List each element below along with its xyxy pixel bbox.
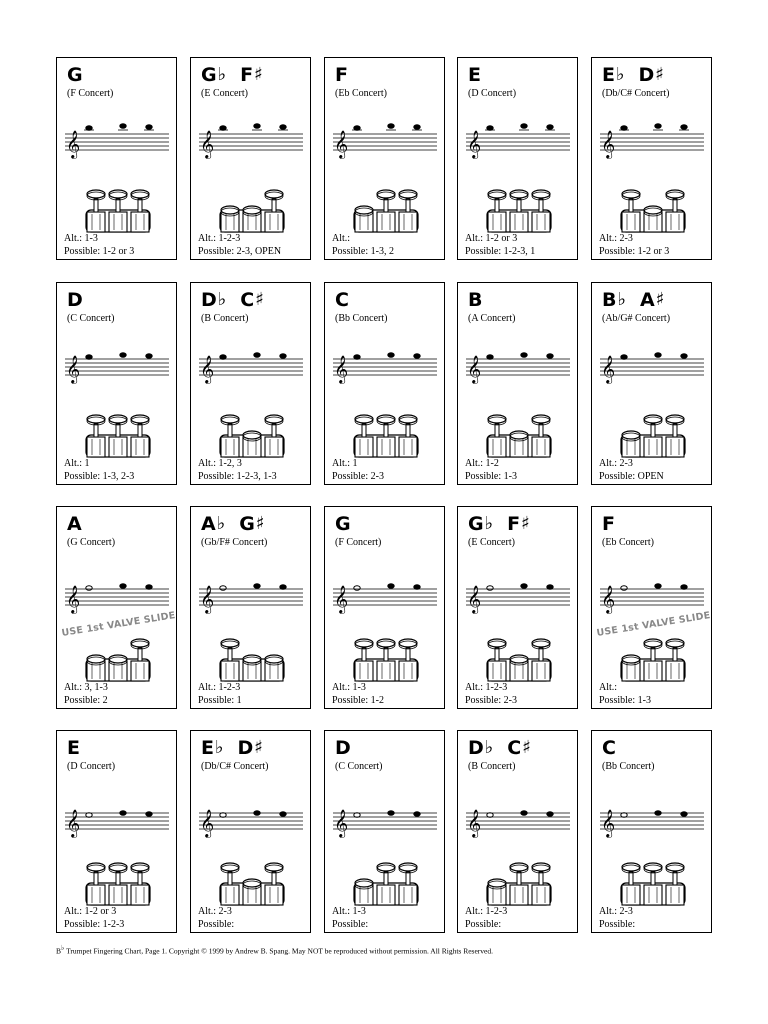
treble-clef-icon: 𝄞 <box>200 585 215 613</box>
concert-pitch-label: (D Concert) <box>67 761 116 772</box>
enharmonic-accidental: ♯ <box>522 737 531 758</box>
note-head-icon <box>681 585 687 590</box>
note-letter: D <box>335 737 351 759</box>
possible-fingering: Possible: 1 <box>198 695 242 706</box>
valve-diagram <box>217 861 287 907</box>
fingering-card <box>56 282 177 485</box>
music-staff <box>333 783 441 845</box>
possible-fingering: Possible: 1-2-3, 1 <box>465 246 536 257</box>
valve-diagram <box>83 188 153 234</box>
music-staff <box>466 110 574 172</box>
note-head-icon <box>146 812 152 817</box>
note-accidental: ♭ <box>216 513 226 534</box>
valves-icon <box>217 637 287 683</box>
enharmonic-letter: F <box>240 64 254 86</box>
treble-clef-icon: 𝄞 <box>467 130 482 158</box>
note-letter: C <box>602 737 616 759</box>
treble-clef-icon: 𝄞 <box>601 585 616 613</box>
note-head-icon <box>86 586 92 591</box>
valve-slide-note: USE 1st VALVE SLIDE <box>60 610 177 639</box>
note-head-icon <box>621 586 627 591</box>
valve-diagram <box>83 861 153 907</box>
music-staff <box>466 559 574 621</box>
possible-fingering: Possible: 1-3, 2-3 <box>64 471 135 482</box>
treble-clef-icon: 𝄞 <box>601 355 616 383</box>
treble-clef-icon: 𝄞 <box>200 355 215 383</box>
treble-clef-icon: 𝄞 <box>66 130 81 158</box>
note-letter: G <box>201 64 217 86</box>
note-head-icon <box>146 125 152 130</box>
music-staff <box>333 335 441 397</box>
note-accidental: ♭ <box>217 64 227 85</box>
music-staff <box>65 559 173 621</box>
note-name <box>201 289 264 311</box>
valve-slide-note: USE 1st VALVE SLIDE <box>595 610 712 639</box>
treble-clef-icon: 𝄞 <box>467 355 482 383</box>
music-staff <box>199 783 307 845</box>
valve-diagram <box>618 861 688 907</box>
possible-fingering: Possible: 1-2-3, 1-3 <box>198 471 277 482</box>
treble-clef-icon: 𝄞 <box>467 809 482 837</box>
note-head-icon <box>681 125 687 130</box>
alternate-fingering: Alt.: 1-2 or 3 <box>64 906 117 917</box>
alternate-fingering: Alt.: 1 <box>332 458 358 469</box>
note-head-icon <box>414 354 420 359</box>
enharmonic-accidental: ♯ <box>521 513 530 534</box>
possible-fingering: Possible: 2-3 <box>465 695 517 706</box>
note-head-icon <box>681 812 687 817</box>
alternate-fingering: Alt.: <box>599 682 618 693</box>
alternate-fingering: Alt.: 1-2-3 <box>198 682 241 693</box>
note-letter: E <box>67 737 80 759</box>
note-name <box>335 289 364 311</box>
valves-icon <box>484 861 554 907</box>
alternate-fingering: Alt.: 1-2 <box>465 458 499 469</box>
concert-pitch-label: (B Concert) <box>201 313 249 324</box>
enharmonic-accidental: ♯ <box>255 289 264 310</box>
concert-pitch-label: (A Concert) <box>468 313 516 324</box>
note-name <box>201 513 265 535</box>
note-head-icon <box>487 586 493 591</box>
valves-icon <box>618 413 688 459</box>
note-head-icon <box>388 124 394 129</box>
music-staff <box>65 335 173 397</box>
valves-icon <box>618 861 688 907</box>
possible-fingering: Possible: <box>465 919 502 930</box>
treble-clef-icon: 𝄞 <box>334 355 349 383</box>
music-staff <box>466 335 574 397</box>
music-staff <box>600 335 708 397</box>
valves-icon <box>83 188 153 234</box>
valves-icon <box>217 188 287 234</box>
note-head-icon <box>254 124 260 129</box>
note-head-icon <box>120 584 126 589</box>
possible-fingering: Possible: 1-2 <box>332 695 384 706</box>
note-head-icon <box>388 353 394 358</box>
possible-fingering: Possible: <box>198 919 235 930</box>
fingering-card <box>56 506 177 709</box>
note-head-icon <box>280 585 286 590</box>
valve-diagram <box>83 413 153 459</box>
fingering-chart-grid <box>56 57 712 937</box>
music-staff <box>65 783 173 845</box>
possible-fingering: Possible: 2 <box>64 695 108 706</box>
treble-clef-icon: 𝄞 <box>200 809 215 837</box>
possible-fingering: Possible: OPEN <box>599 471 664 482</box>
valve-diagram <box>484 637 554 683</box>
valves-icon <box>484 637 554 683</box>
music-staff <box>199 110 307 172</box>
note-head-icon <box>354 355 360 360</box>
fingering-card <box>324 57 445 260</box>
note-name <box>201 737 263 759</box>
fingering-card <box>591 282 712 485</box>
alternate-fingering: Alt.: 2-3 <box>599 233 633 244</box>
note-head-icon <box>521 124 527 129</box>
alternate-fingering: Alt.: 1-2 or 3 <box>465 233 518 244</box>
alternate-fingering: Alt.: 1-2-3 <box>198 233 241 244</box>
note-name <box>468 64 496 86</box>
note-name <box>201 64 263 86</box>
enharmonic-accidental: ♯ <box>655 289 665 310</box>
valve-diagram <box>351 188 421 234</box>
note-letter: A <box>67 513 82 535</box>
note-letter: G <box>335 513 351 535</box>
enharmonic-accidental: ♯ <box>255 513 265 534</box>
fingering-card <box>457 730 578 933</box>
fingering-card <box>457 282 578 485</box>
note-head-icon <box>146 585 152 590</box>
valve-diagram <box>484 188 554 234</box>
copyright-footer <box>56 944 493 956</box>
note-letter: E <box>468 64 481 86</box>
valves-icon <box>618 637 688 683</box>
valves-icon <box>484 413 554 459</box>
note-head-icon <box>414 812 420 817</box>
concert-pitch-label: (C Concert) <box>67 313 115 324</box>
valves-icon <box>351 413 421 459</box>
alternate-fingering: Alt.: 1-2-3 <box>465 906 508 917</box>
concert-pitch-label: (E Concert) <box>468 537 515 548</box>
possible-fingering: Possible: 1-2 or 3 <box>599 246 670 257</box>
valve-diagram <box>618 413 688 459</box>
music-staff <box>466 783 574 845</box>
treble-clef-icon: 𝄞 <box>334 809 349 837</box>
note-head-icon <box>280 354 286 359</box>
fingering-card <box>190 282 311 485</box>
concert-pitch-label: (E Concert) <box>201 88 248 99</box>
note-head-icon <box>254 584 260 589</box>
note-head-icon <box>521 584 527 589</box>
note-letter: B <box>602 289 617 311</box>
note-accidental: ♭ <box>617 289 626 310</box>
fingering-card <box>190 57 311 260</box>
possible-fingering: Possible: <box>599 919 636 930</box>
alternate-fingering: Alt.: 2-3 <box>599 458 633 469</box>
valve-diagram <box>217 188 287 234</box>
enharmonic-accidental: ♯ <box>254 737 263 758</box>
fingering-card <box>190 506 311 709</box>
note-head-icon <box>146 354 152 359</box>
note-head-icon <box>521 353 527 358</box>
note-head-icon <box>414 125 420 130</box>
note-letter: C <box>335 289 349 311</box>
valve-diagram <box>484 861 554 907</box>
note-head-icon <box>388 811 394 816</box>
valve-diagram <box>217 637 287 683</box>
possible-fingering: Possible: <box>332 919 369 930</box>
enharmonic-letter: C <box>240 289 255 311</box>
valve-diagram <box>351 413 421 459</box>
valves-icon <box>83 637 153 683</box>
note-name <box>67 289 98 311</box>
concert-pitch-label: (Bb Concert) <box>602 761 655 772</box>
valve-diagram <box>83 637 153 683</box>
concert-pitch-label: (Ab/G# Concert) <box>602 313 671 324</box>
note-accidental: ♭ <box>214 737 224 758</box>
fingering-card <box>591 506 712 709</box>
enharmonic-accidental: ♯ <box>254 64 263 85</box>
valve-diagram <box>484 413 554 459</box>
note-name <box>335 513 366 535</box>
note-letter: E <box>201 737 214 759</box>
note-accidental: ♭ <box>484 737 494 758</box>
alternate-fingering: Alt.: 1-3 <box>332 906 366 917</box>
note-letter: D <box>468 737 484 759</box>
note-head-icon <box>220 586 226 591</box>
note-head-icon <box>120 811 126 816</box>
enharmonic-letter: D <box>638 64 655 86</box>
concert-pitch-label: (Eb Concert) <box>335 88 387 99</box>
possible-fingering: Possible: 1-3, 2 <box>332 246 394 257</box>
note-accidental: ♭ <box>484 513 494 534</box>
music-staff <box>333 559 441 621</box>
music-staff <box>333 110 441 172</box>
fingering-card <box>324 730 445 933</box>
enharmonic-letter: F <box>507 513 521 535</box>
concert-pitch-label: (Gb/F# Concert) <box>201 537 268 548</box>
valves-icon <box>83 861 153 907</box>
concert-pitch-label: (Eb Concert) <box>602 537 654 548</box>
note-head-icon <box>521 811 527 816</box>
note-name <box>67 737 95 759</box>
music-staff <box>600 783 708 845</box>
alternate-fingering: Alt.: 1-2-3 <box>465 682 508 693</box>
valves-icon <box>83 413 153 459</box>
note-head-icon <box>547 812 553 817</box>
note-letter: B <box>468 289 483 311</box>
note-head-icon <box>86 355 92 360</box>
note-head-icon <box>547 354 553 359</box>
music-staff <box>600 559 708 621</box>
concert-pitch-label: (Db/C# Concert) <box>201 761 269 772</box>
treble-clef-icon: 𝄞 <box>66 809 81 837</box>
note-head-icon <box>681 354 687 359</box>
note-head-icon <box>655 811 661 816</box>
note-head-icon <box>280 125 286 130</box>
valves-icon <box>351 188 421 234</box>
valve-diagram <box>351 861 421 907</box>
valve-diagram <box>351 637 421 683</box>
valves-icon <box>351 637 421 683</box>
footer-flat-symbol: ♭ <box>61 944 65 952</box>
alternate-fingering: Alt.: 1 <box>64 458 90 469</box>
note-letter: D <box>67 289 83 311</box>
note-head-icon <box>254 353 260 358</box>
treble-clef-icon: 𝄞 <box>601 130 616 158</box>
note-accidental: ♭ <box>217 289 227 310</box>
music-staff <box>600 110 708 172</box>
concert-pitch-label: (Bb Concert) <box>335 313 388 324</box>
valves-icon <box>351 861 421 907</box>
possible-fingering: Possible: 2-3, OPEN <box>198 246 282 257</box>
possible-fingering: Possible: 1-3 <box>599 695 651 706</box>
alternate-fingering: Alt.: 2-3 <box>599 906 633 917</box>
note-letter: A <box>201 513 216 535</box>
fingering-card <box>56 57 177 260</box>
enharmonic-letter: A <box>639 289 655 311</box>
enharmonic-letter: G <box>239 513 255 535</box>
concert-pitch-label: (D Concert) <box>468 88 517 99</box>
valve-diagram <box>618 637 688 683</box>
alternate-fingering: Alt.: 1-3 <box>332 682 366 693</box>
concert-pitch-label: (Db/C# Concert) <box>602 88 670 99</box>
concert-pitch-label: (F Concert) <box>67 88 114 99</box>
valves-icon <box>618 188 688 234</box>
note-head-icon <box>254 811 260 816</box>
treble-clef-icon: 𝄞 <box>66 585 81 613</box>
fingering-card <box>457 57 578 260</box>
treble-clef-icon: 𝄞 <box>334 585 349 613</box>
note-name <box>602 289 664 311</box>
note-head-icon <box>354 586 360 591</box>
alternate-fingering: Alt.: <box>332 233 351 244</box>
enharmonic-letter: C <box>507 737 522 759</box>
note-head-icon <box>655 353 661 358</box>
enharmonic-accidental: ♯ <box>655 64 664 85</box>
note-name <box>602 64 664 86</box>
fingering-card <box>324 282 445 485</box>
note-name <box>67 64 98 86</box>
fingering-card <box>591 730 712 933</box>
note-head-icon <box>547 125 553 130</box>
note-letter: F <box>602 513 615 535</box>
note-head-icon <box>414 585 420 590</box>
enharmonic-letter: D <box>237 737 254 759</box>
note-head-icon <box>621 355 627 360</box>
music-staff <box>199 335 307 397</box>
valves-icon <box>217 413 287 459</box>
valves-icon <box>484 188 554 234</box>
treble-clef-icon: 𝄞 <box>200 130 215 158</box>
note-head-icon <box>487 355 493 360</box>
note-letter: G <box>67 64 83 86</box>
note-name <box>468 737 531 759</box>
note-letter: D <box>201 289 217 311</box>
note-head-icon <box>388 584 394 589</box>
concert-pitch-label: (G Concert) <box>67 537 116 548</box>
note-head-icon <box>547 585 553 590</box>
valves-icon <box>217 861 287 907</box>
note-name <box>602 737 631 759</box>
note-head-icon <box>655 584 661 589</box>
treble-clef-icon: 𝄞 <box>334 130 349 158</box>
valve-diagram <box>217 413 287 459</box>
note-name <box>468 513 530 535</box>
footer-prefix: B <box>56 946 62 956</box>
fingering-card <box>56 730 177 933</box>
fingering-card <box>457 506 578 709</box>
possible-fingering: Possible: 2-3 <box>332 471 384 482</box>
alternate-fingering: Alt.: 2-3 <box>198 906 232 917</box>
treble-clef-icon: 𝄞 <box>467 585 482 613</box>
note-head-icon <box>120 353 126 358</box>
possible-fingering: Possible: 1-3 <box>465 471 517 482</box>
note-letter: G <box>468 513 484 535</box>
alternate-fingering: Alt.: 1-2, 3 <box>198 458 242 469</box>
footer-text: Trumpet Fingering Chart, Page 1. Copyright © 1999 by Andrew B. Spang. May NOT be reproduced without permission. All Rights Reserved. <box>64 946 493 956</box>
treble-clef-icon: 𝄞 <box>601 809 616 837</box>
note-accidental: ♭ <box>615 64 625 85</box>
music-staff <box>199 559 307 621</box>
possible-fingering: Possible: 1-2 or 3 <box>64 246 135 257</box>
alternate-fingering: Alt.: 3, 1-3 <box>64 682 108 693</box>
note-name <box>602 513 630 535</box>
treble-clef-icon: 𝄞 <box>66 355 81 383</box>
note-letter: F <box>335 64 348 86</box>
fingering-card <box>190 730 311 933</box>
music-staff <box>65 110 173 172</box>
valve-diagram <box>618 188 688 234</box>
alternate-fingering: Alt.: 1-3 <box>64 233 98 244</box>
note-head-icon <box>655 124 661 129</box>
note-letter: E <box>602 64 615 86</box>
concert-pitch-label: (F Concert) <box>335 537 382 548</box>
note-head-icon <box>220 355 226 360</box>
fingering-card <box>324 506 445 709</box>
note-name <box>67 513 97 535</box>
note-name <box>335 737 366 759</box>
note-head-icon <box>120 124 126 129</box>
possible-fingering: Possible: 1-2-3 <box>64 919 125 930</box>
note-head-icon <box>280 812 286 817</box>
concert-pitch-label: (C Concert) <box>335 761 383 772</box>
concert-pitch-label: (B Concert) <box>468 761 516 772</box>
note-name <box>335 64 363 86</box>
note-name <box>468 289 497 311</box>
fingering-card <box>591 57 712 260</box>
